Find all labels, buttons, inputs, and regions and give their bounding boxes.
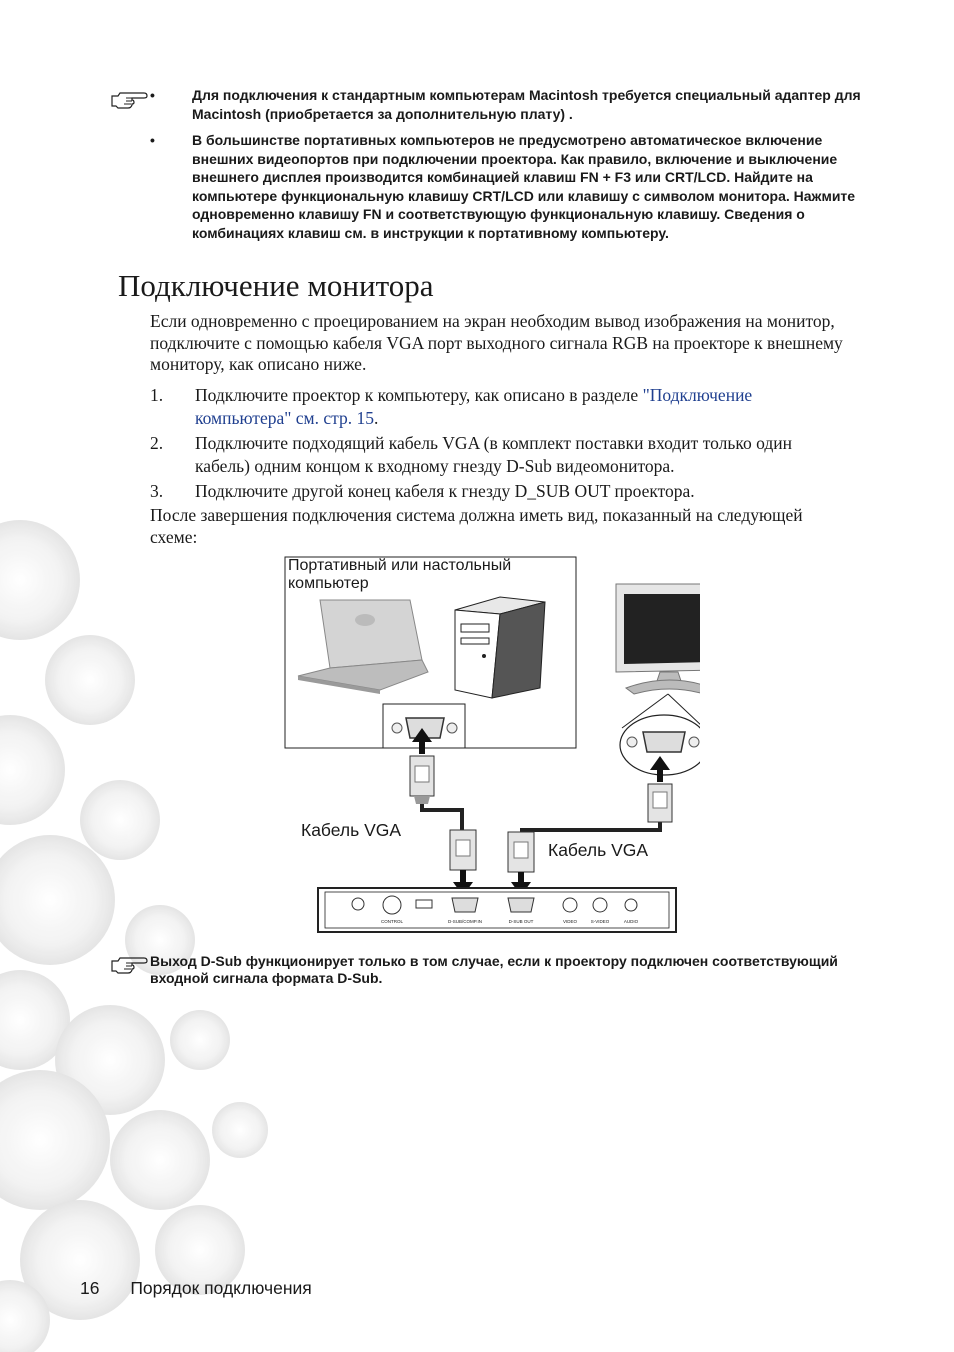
- step-item: [150, 432, 850, 478]
- note-item: [150, 86, 870, 123]
- background-bubbles: [0, 520, 300, 1352]
- step-text: Подключите проектор к компьютеру, как описано в разделе: [195, 385, 643, 405]
- vga-cable-1: [422, 800, 462, 830]
- cable-label-right: Кабель VGA: [548, 840, 649, 860]
- step-number: 3.: [150, 481, 164, 501]
- section-heading: Подключение монитора: [118, 268, 434, 303]
- notes-block: [150, 86, 870, 250]
- d-sub-in-port: [452, 898, 478, 912]
- step-number: 1.: [150, 385, 164, 405]
- step-text-end: .: [373, 408, 379, 428]
- panel-label: CONTROL: [380, 919, 404, 924]
- vga-plug-4: [508, 832, 534, 872]
- note-text: Для подключения к стандартным компьютерам Macintosh требуется специальный адаптер для Macintosh (приобретается за дополнительную плату) .: [192, 87, 861, 122]
- panel-label: AUDIO: [623, 919, 639, 924]
- vga-plug-2: [450, 830, 476, 870]
- steps-list: [150, 384, 850, 505]
- note-text: В большинстве портативных компьютеров не предусмотрено автоматическое включение внешних видеопортов при подключении проектора. Как правило, включение и выключение внешнего дисплея производится комбинацией клавиш FN + F3 или CRT/LCD. Найдите на компьютере функциональную клавишу CRT/LCD или клавишу с символом монитора. Нажмите одновременно клавишу FN и соответствующую функциональную клавишу. Сведения о комбинациях клавиш см. в инструкции к портативному компьютеру.: [192, 132, 856, 241]
- pointing-hand-icon: [110, 88, 148, 110]
- note-item: [150, 131, 870, 242]
- vga-plug-3: [648, 784, 672, 822]
- page-number: 16: [80, 1278, 100, 1298]
- cable-label-left: Кабель VGA: [301, 820, 402, 840]
- bullet: •: [150, 132, 155, 148]
- desktop-tower-icon: [455, 597, 545, 698]
- bullet: •: [150, 87, 155, 103]
- step-text: Подключите подходящий кабель VGA (в комплект поставки входит только один кабель) одним концом к входному гнезду D-Sub видеомонитора.: [195, 433, 792, 476]
- bottom-note: Выход D-Sub функционирует только в том случае, если к проектору подключен соответствующий входной сигнала формата D-Sub.: [150, 953, 838, 986]
- page-footer: [80, 1278, 312, 1299]
- computer-label: Портативный или настольный компьютер: [288, 557, 512, 592]
- intro-paragraph: Если одновременно с проецированием на экран необходим вывод изображения на монитор, подключите с помощью кабеля VGA порт выходного сигнала RGB на проекторе к внешнему монитору, как описано ниже.: [150, 311, 843, 374]
- step-text: Подключите другой конец кабеля к гнезду D_SUB OUT проектора.: [195, 481, 695, 501]
- cross-reference-link[interactable]: "Подключение компьютера" см. стр. 15: [195, 385, 753, 428]
- step-item: [150, 384, 850, 430]
- panel-label: VIDEO: [562, 919, 578, 924]
- projector-panel: [318, 888, 676, 932]
- pointing-hand-icon: [110, 953, 148, 975]
- step-number: 2.: [150, 433, 164, 453]
- panel-label: D-SUB OUT: [508, 919, 534, 924]
- panel-label: D-SUB/COMP.IN: [448, 919, 482, 924]
- step-item: [150, 480, 850, 503]
- vga-cable-2: [520, 822, 660, 830]
- connection-diagram: [280, 552, 700, 942]
- outro-paragraph: После завершения подключения система должна иметь вид, показанный на следующей схеме:: [150, 505, 803, 547]
- laptop-icon: [298, 600, 428, 694]
- panel-label: S-VIDEO: [590, 919, 610, 924]
- vga-plug-1: [410, 756, 434, 804]
- section-name: Порядок подключения: [130, 1278, 312, 1298]
- monitor-icon: [616, 584, 700, 694]
- d-sub-out-port: [508, 898, 534, 912]
